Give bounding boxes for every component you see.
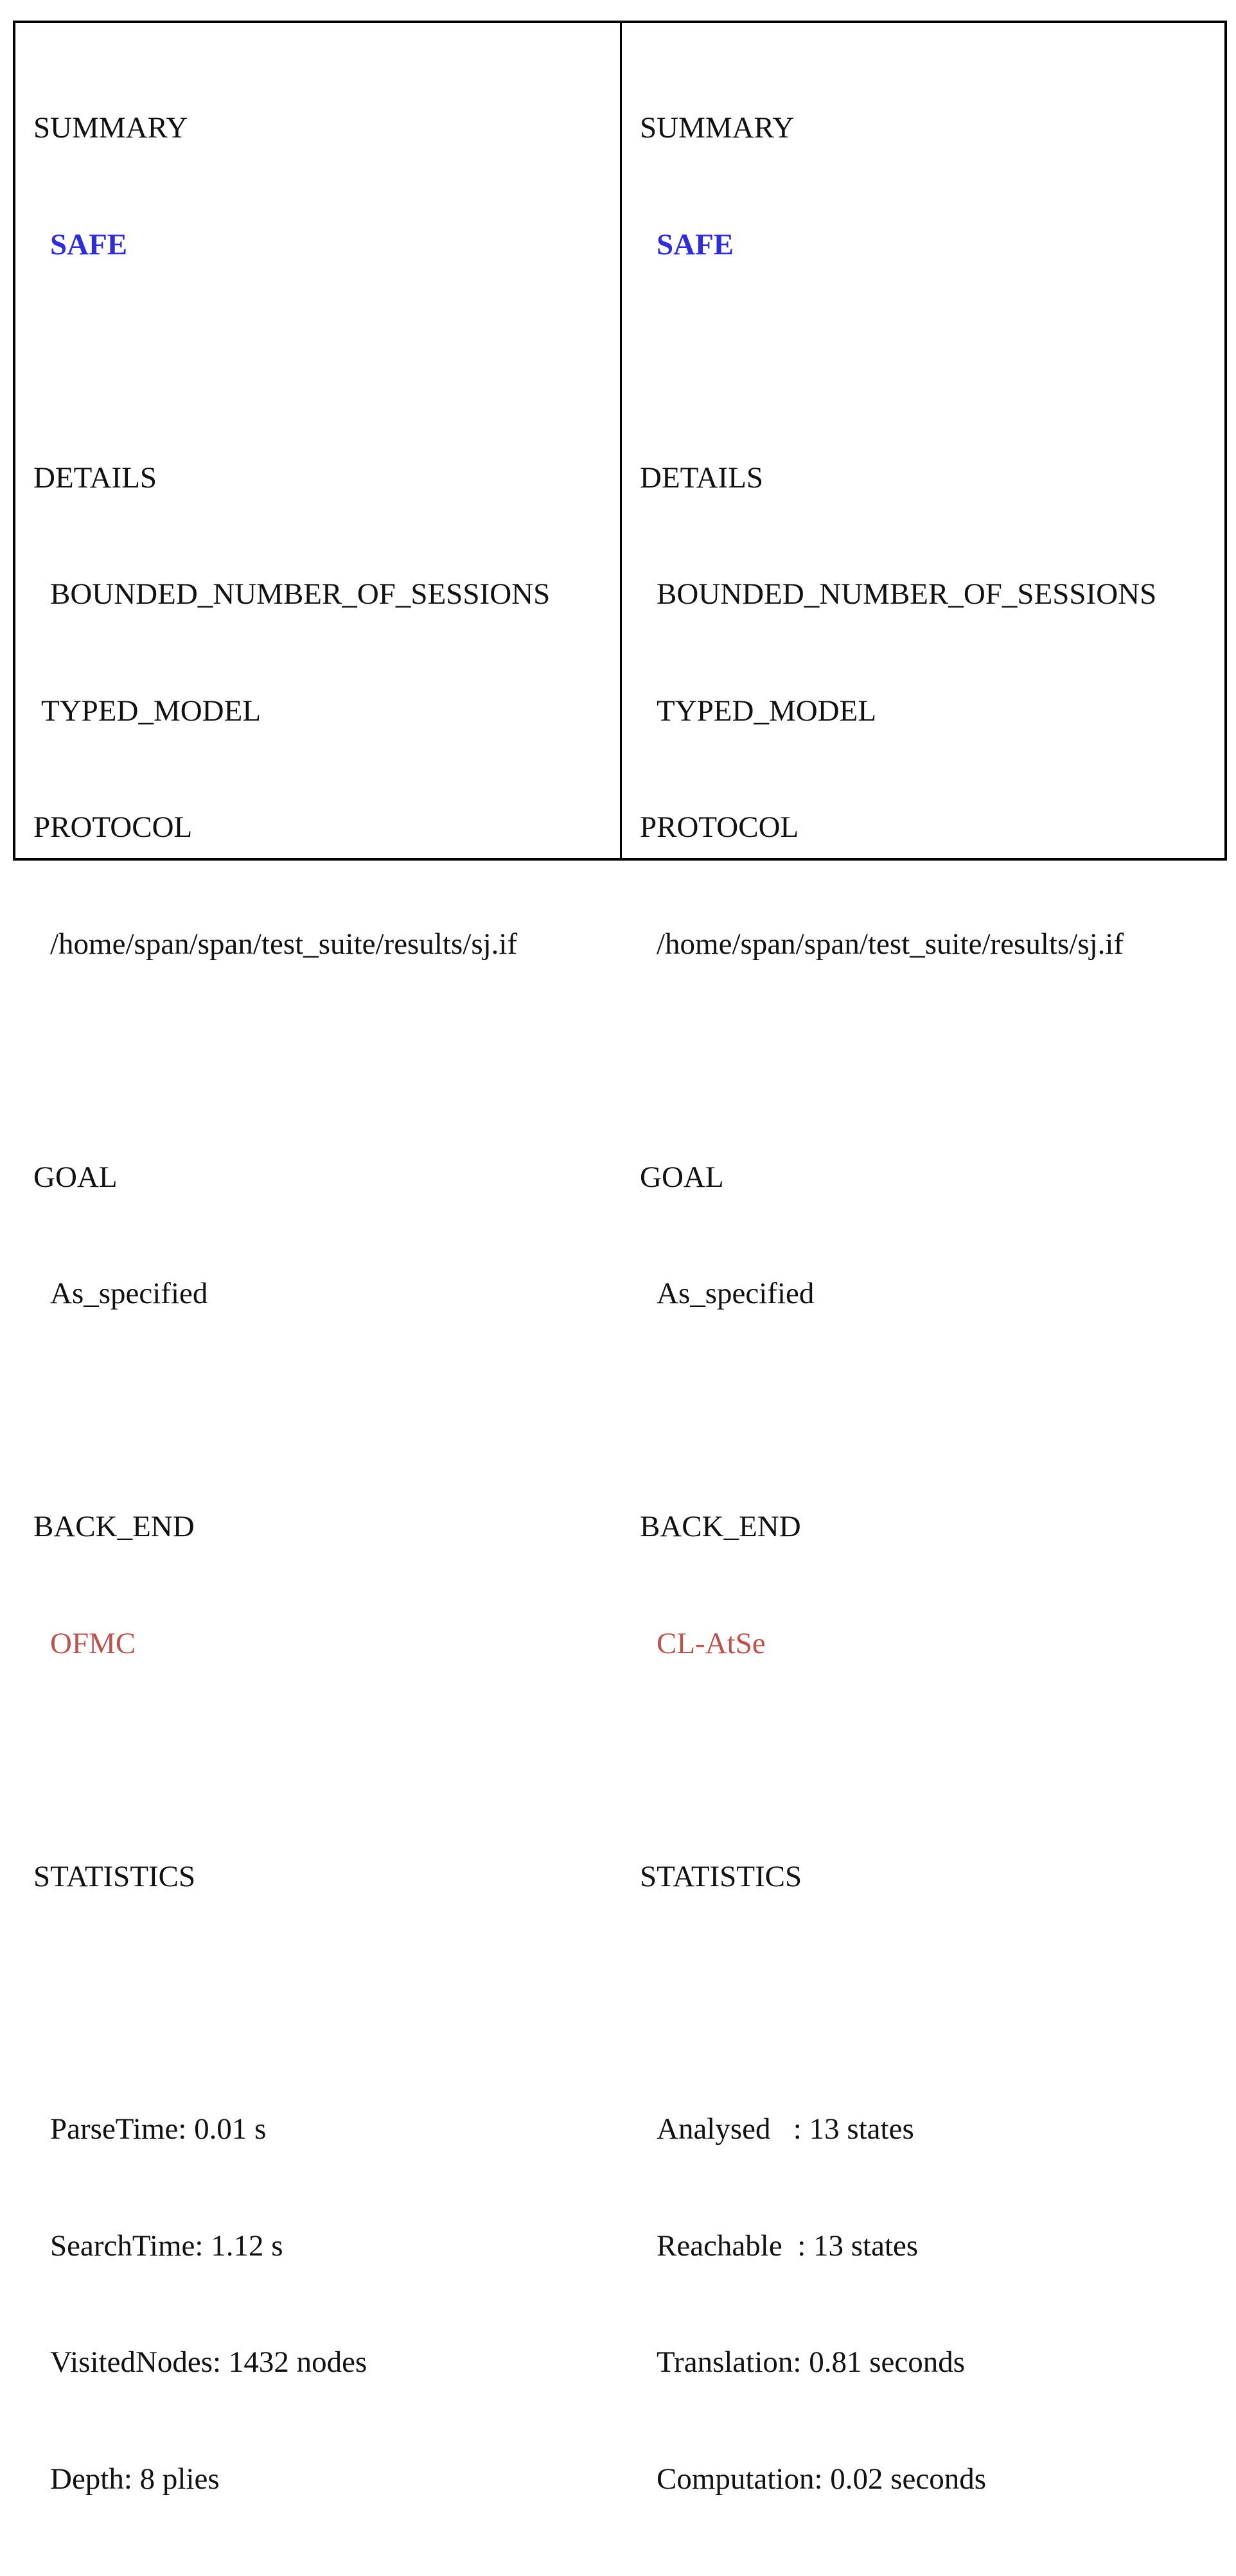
stat-line: VisitedNodes: 1432 nodes [50, 2345, 367, 2379]
stat-line: SearchTime: 1.12 s [50, 2229, 283, 2263]
backend-heading: BACK_END [640, 1510, 801, 1543]
details-heading: DETAILS [640, 460, 764, 495]
clatse-result-text [640, 31, 1156, 2576]
summary-value: SAFE [657, 227, 734, 261]
details-line-1: BOUNDED_NUMBER_OF_SESSIONS [50, 577, 551, 611]
goal-heading: GOAL [33, 1160, 118, 1194]
details-line-1: BOUNDED_NUMBER_OF_SESSIONS [657, 577, 1157, 611]
statistics-heading: STATISTICS [640, 1859, 802, 1893]
results-comparison-table [13, 21, 1227, 2496]
details-heading: DETAILS [33, 460, 157, 495]
stat-line: Computation: 0.02 seconds [657, 2462, 987, 2496]
protocol-value: /home/span/span/test_suite/results/sj.if [50, 927, 518, 961]
protocol-heading: PROTOCOL [640, 810, 799, 844]
protocol-heading: PROTOCOL [33, 810, 193, 844]
goal-heading: GOAL [640, 1160, 724, 1194]
statistics-heading: STATISTICS [33, 1859, 196, 1893]
summary-heading: SUMMARY [640, 111, 795, 145]
backend-heading: BACK_END [33, 1510, 195, 1543]
protocol-value: /home/span/span/test_suite/results/sj.if [657, 927, 1124, 961]
stat-line: Reachable : 13 states [657, 2229, 919, 2263]
details-line-2: TYPED_MODEL [657, 694, 877, 728]
clatse-result-column [622, 23, 1224, 2496]
goal-value: As_specified [657, 1277, 815, 1310]
summary-value: SAFE [50, 227, 128, 261]
stat-line: ParseTime: 0.01 s [50, 2112, 267, 2146]
backend-value: OFMC [50, 1626, 136, 1660]
details-line-2: TYPED_MODEL [41, 694, 261, 728]
ofmc-result-column [15, 23, 622, 2496]
stat-line: Analysed : 13 states [657, 2112, 914, 2146]
stat-line: Translation: 0.81 seconds [657, 2345, 966, 2379]
backend-value: CL-AtSe [657, 1626, 766, 1660]
goal-value: As_specified [50, 1277, 208, 1310]
stat-line: Depth: 8 plies [50, 2462, 220, 2496]
summary-heading: SUMMARY [33, 111, 188, 145]
ofmc-result-text [33, 31, 550, 2576]
